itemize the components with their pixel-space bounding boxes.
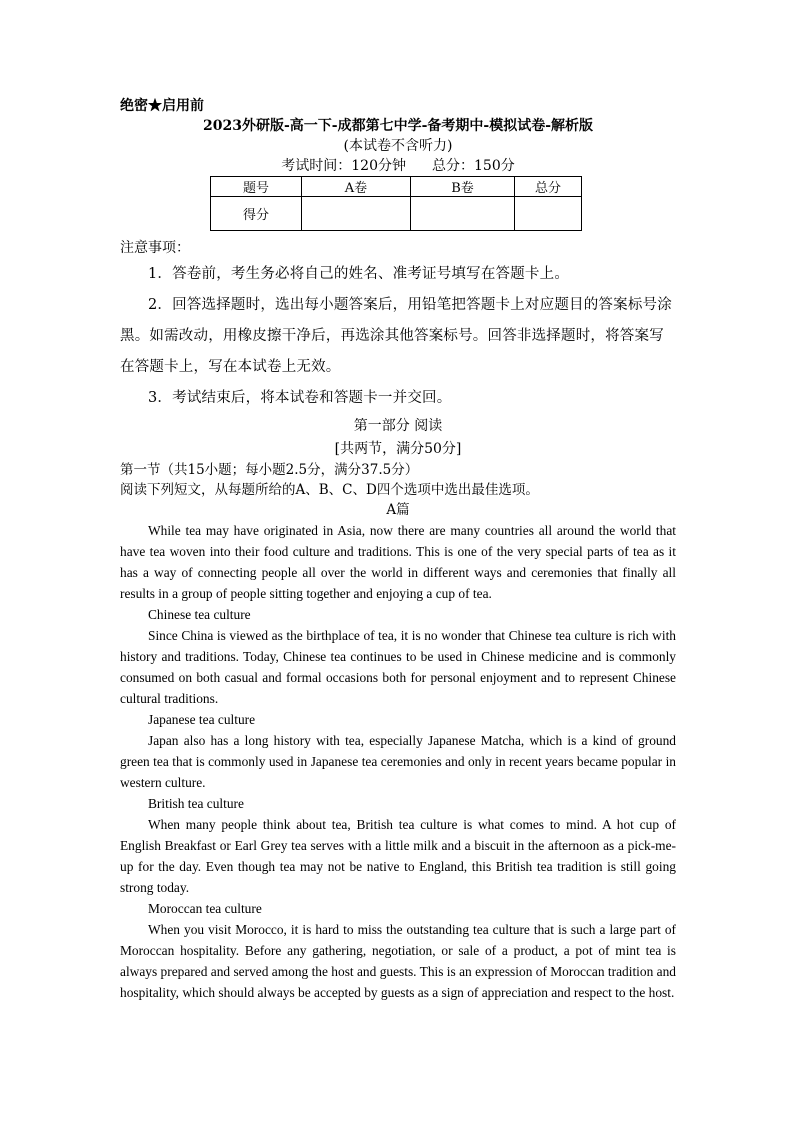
score-row-label: 得分 — [211, 197, 302, 231]
exam-time-line — [120, 156, 676, 176]
part-subtitle: [共两节，满分50分] — [334, 441, 462, 457]
score-header-cell: 总分 — [515, 177, 582, 197]
passage-label: A篇 — [386, 502, 410, 518]
score-header-cell: A卷 — [302, 177, 411, 197]
passage-subheading: British tea culture — [148, 796, 244, 811]
notice-item: 3．考试结束后，将本试卷和答题卡一并交回。 — [148, 390, 452, 406]
secret-label: 绝密★启用前 — [120, 98, 204, 114]
passage-paragraph: When many people think about tea, British tea culture is what comes to mind. A hot cup of English Breakfast or Earl Grey tea serves with a little milk and a biscuit in the afternoon as a pick-me-up for the day. Even though tea may not be native to England, this British tea tradition is still going strong today. — [120, 817, 676, 895]
passage-paragraph: Japan also has a long history with tea, especially Japanese Matcha, which is a kind of ground green tea that is commonly used in Japanese tea ceremonies and only in recent years became popular in western culture. — [120, 733, 676, 790]
passage-subheading: Chinese tea culture — [148, 607, 251, 622]
score-cell[interactable] — [302, 197, 411, 231]
score-table-row — [211, 197, 582, 231]
passage-subheading: Japanese tea culture — [148, 712, 256, 727]
notice-item: 1．答卷前，考生务必将自己的姓名、准考证号填写在答题卡上。 — [148, 266, 570, 282]
section-instruction: 阅读下列短文，从每题所给的A、B、C、D四个选项中选出最佳选项。 — [120, 482, 539, 498]
passage-subheading: Moroccan tea culture — [148, 901, 262, 916]
exam-total: 总分：150分 — [432, 158, 515, 174]
exam-subtitle: (本试卷不含听力) — [343, 138, 453, 154]
section-title: 第一节（共15小题；每小题2.5分，满分37.5分） — [120, 462, 419, 478]
passage-paragraph: When you visit Morocco, it is hard to miss the outstanding tea culture that is such a large part of Moroccan hospitality. Before any gathering, negotiation, or sale of a product, a pot of mint tea is always prepared and served among the host and guests. This is an expression of Moroccan tradition and hospitality, which should always be accepted by guests as a sign of appreciation and respect to the host. — [120, 922, 676, 1000]
score-header-cell: B卷 — [411, 177, 515, 197]
exam-page — [120, 96, 676, 1003]
score-cell[interactable] — [515, 197, 582, 231]
score-table — [210, 176, 582, 231]
passage-paragraph: Since China is viewed as the birthplace of tea, it is no wonder that Chinese tea culture is rich with history and traditions. Today, Chinese tea continues to be used in Chinese medicine and is commonly consumed on both casual and formal occasions both for personal enjoyment and to represent Chinese cultural traditions. — [120, 628, 676, 706]
part-title: 第一部分 阅读 — [353, 418, 443, 434]
notice-item: 2．回答选择题时，选出每小题答案后，用铅笔把答题卡上对应题目的答案标号涂黑。如需改动，用橡皮擦干净后，再选涂其他答案标号。回答非选择题时，将答案写在答题卡上，写在本试卷上无效。 — [120, 297, 672, 375]
exam-title: 2023外研版-高一下-成都第七中学-备考期中-模拟试卷-解析版 — [202, 118, 594, 134]
score-table-header-row — [211, 177, 582, 197]
score-cell[interactable] — [411, 197, 515, 231]
score-header-cell: 题号 — [211, 177, 302, 197]
notice-heading: 注意事项： — [120, 240, 190, 256]
passage-paragraph: While tea may have originated in Asia, now there are many countries all around the world that have tea woven into their food culture and traditions. This is one of the very special parts of tea as it has a way of connecting people all over the world in different ways and ceremonies that finally all results in a group of people sitting together and enjoying a cup of tea. — [120, 523, 676, 601]
exam-time: 考试时间：120分钟 — [281, 158, 406, 174]
